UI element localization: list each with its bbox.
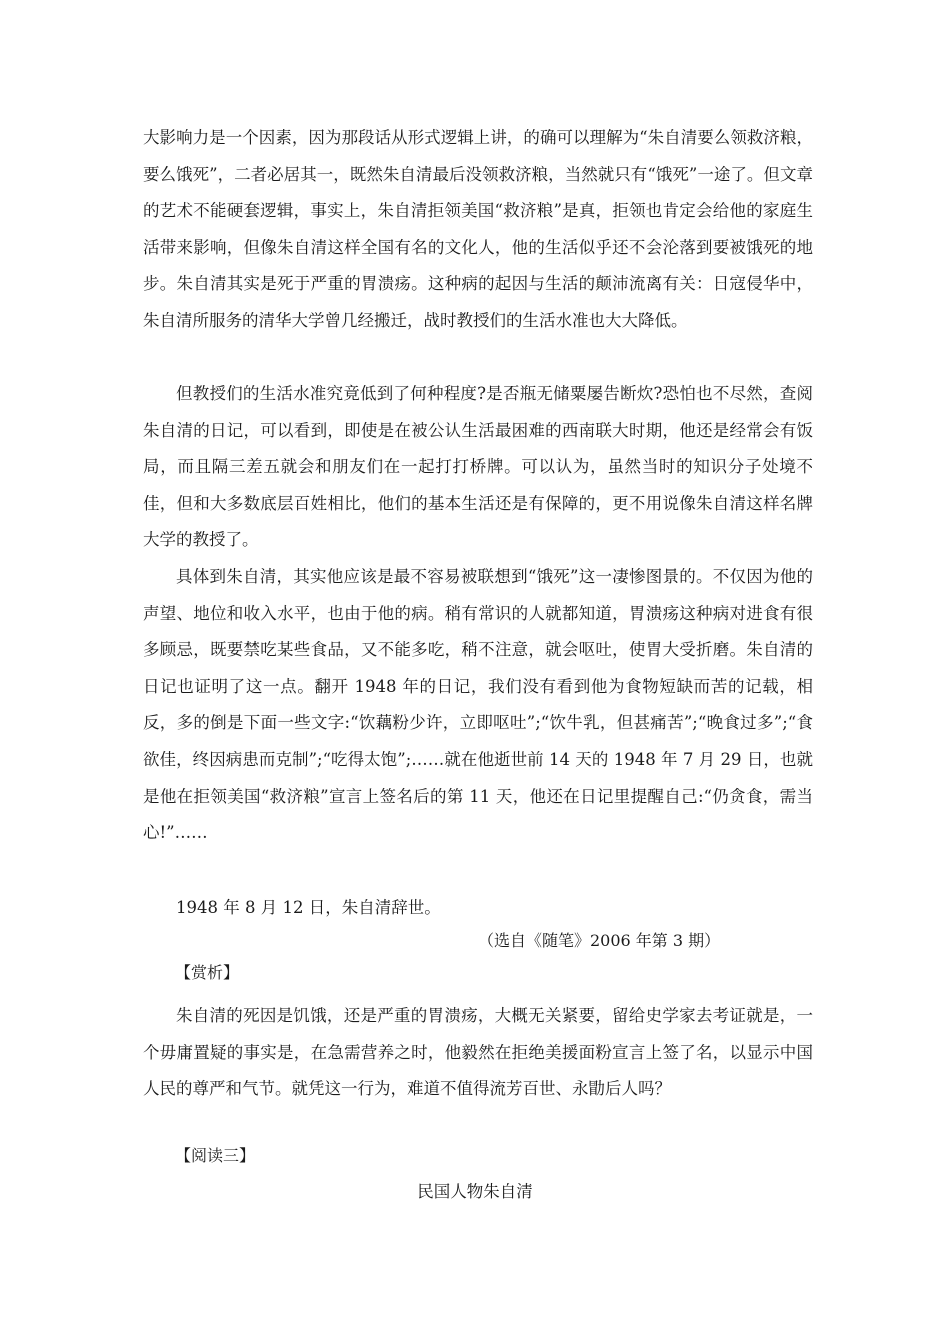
article-paragraph-4: 1948 年 8 月 12 日，朱自清辞世。	[176, 898, 441, 917]
analysis-text: 朱自清的死因是饥饿，还是严重的胃溃疡，大概无关紧要，留给史学家去考证就是，一个毋庸置疑的事实是，在急需营养之时，他毅然在拒绝美援面粉宣言上签了名，以显示中国人民的尊严和气节。就凭这一行为，难道不值得流芳百世、永勖后人吗？	[143, 1006, 813, 1099]
reading-three-title: 民国人物朱自清	[417, 1182, 533, 1201]
article-paragraph-3: 具体到朱自清，其实他应该是最不容易被联想到“饿死”这一凄惨图景的。不仅因为他的声望、地位和收入水平，也由于他的病。稍有常识的人就都知道，胃溃疡这种病对进食有很多顾忌，既要禁吃某些食品，又不能多吃，稍不注意，就会呕吐，使胃大受折磨。朱自清的日记也证明了这一点。翻开 1948 年的日记，我们没有看到他为食物短缺而苦的记载，相反，多的倒是下面一些文字:“饮藕粉少许，立即呕吐”;“饮牛乳，但甚痛苦”;“晚食过多”;“食欲佳，终因病患而克制”;“吃得太饱”;……就在他逝世前 14 天的 1948 年 7 月 29 日，也就是他在拒领美国“救济粮”宣言上签名后的第 11 天，他还在日记里提醒自己:“仍贪食，需当心!”……	[143, 567, 813, 843]
analysis-heading: 【赏析】	[175, 963, 240, 982]
reading-three-heading: 【阅读三】	[175, 1146, 256, 1165]
article-paragraph-2: 但教授们的生活水准究竟低到了何种程度?是否瓶无储粟屡告断炊?恐怕也不尽然，查阅朱自清的日记，可以看到，即使是在被公认生活最困难的西南联大时期，他还是经常会有饭局，而且隔三差五就会和朋友们在一起打打桥牌。可以认为，虽然当时的知识分子处境不佳，但和大多数底层百姓相比，他们的基本生活还是有保障的，更不用说像朱自清这样名牌大学的教授了。	[143, 384, 813, 550]
article-paragraph-1: 大影响力是一个因素，因为那段话从形式逻辑上讲，的确可以理解为“朱自清要么领救济粮，要么饿死”，二者必居其一，既然朱自清最后没领救济粮，当然就只有“饿死”一途了。但文章的艺术不能硬套逻辑，事实上，朱自清拒领美国“救济粮”是真，拒领也肯定会给他的家庭生活带来影响，但像朱自清这样全国有名的文化人，他的生活似乎还不会沦落到要被饿死的地步。朱自清其实是死于严重的胃溃疡。这种病的起因与生活的颠沛流离有关：日寇侵华中，朱自清所服务的清华大学曾几经搬迁，战时教授们的生活水准也大大降低。	[143, 128, 813, 330]
article-source: （选自《随笔》2006 年第 3 期）	[478, 931, 721, 950]
